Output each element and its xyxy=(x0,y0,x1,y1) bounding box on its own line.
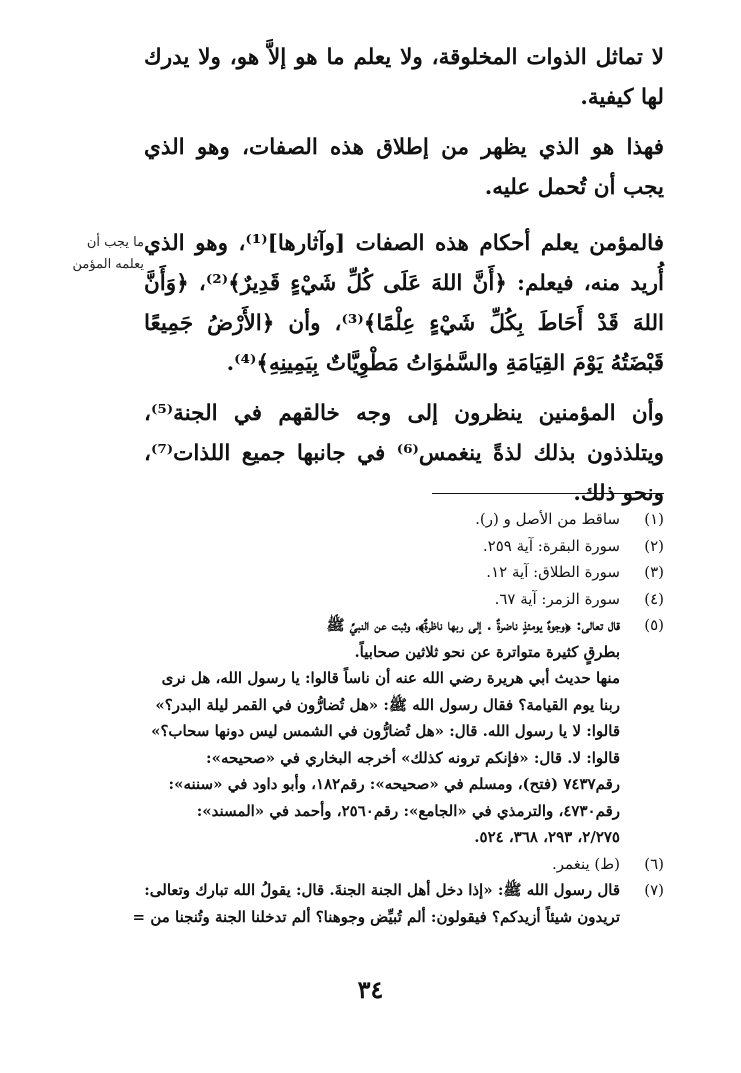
footnote-line: قالوا: لا يا رسول الله. قال: «هل تُضارُّون في الشمس ليس دونها سحاب؟» xyxy=(151,722,620,740)
paragraph-2: فهذا هو الذي يظهر من إطلاق هذه الصفات، وهو الذي يجب أن تُحمل عليه. xyxy=(144,135,664,200)
footnote-line: رقم٧٤٣٧ (فتح)، ومسلم في «صحيحه»: رقم١٨٢، وأبو داود في «سننه»: xyxy=(168,775,620,793)
footnote-line: ٢/٢٧٥، ٢٩٣، ٣٦٨، ٥٢٤. xyxy=(474,828,620,846)
footnote-text: سورة البقرة: آية ٢٥٩. xyxy=(482,536,620,555)
footnote-number: (٢) xyxy=(644,536,664,555)
margin-note-line-2: يعلمه المؤمن xyxy=(72,257,144,272)
footnote-number: (١) xyxy=(644,510,664,528)
footnote-7 xyxy=(124,877,664,930)
footnote-text: سورة الطلاق: آية ١٢. xyxy=(486,563,620,581)
footnote-text: ساقط من الأصل و (ر). xyxy=(475,510,620,528)
main-text xyxy=(144,38,664,530)
footnote-number: (٦) xyxy=(644,854,664,873)
footnote-number: (٥) xyxy=(644,616,664,634)
footnote-number: (٧) xyxy=(644,881,664,899)
footnotes xyxy=(124,506,664,930)
footnote-line: قالوا: لا. قال: «فإنكم ترونه كذلك» أخرجه البخاري في «صحيحه»: xyxy=(206,748,620,767)
footnote-4 xyxy=(124,586,664,613)
footnote-line: رقم٤٧٣٠، والترمذي في «الجامع»: رقم٢٥٦٠، وأحمد في «المسند»: xyxy=(196,801,620,820)
footnote-text: سورة الزمر: آية ٦٧. xyxy=(494,589,620,608)
footnote-line: بطرقٍ كثيرة متواترة عن نحو ثلاثين صحابياً. xyxy=(354,642,620,661)
footnote-number: (٤) xyxy=(644,589,664,608)
footnote-divider xyxy=(432,493,664,494)
footnote-2 xyxy=(124,533,664,560)
footnote-line: تريدون شيئاً أزيدكم؟ فيقولون: ألم تُبيِّض وجوهنا؟ ألم تدخلنا الجنة وتُنجنا من = xyxy=(132,907,620,926)
footnote-line: ربنا يوم القيامة؟ فقال رسول الله ﷺ: «هل تُضارُّون في القمر ليلة البدر؟» xyxy=(155,695,620,714)
paragraph-4: وأن المؤمنين ينظرون إلى وجه خالقهم في الجنة⁽⁵⁾، ويتلذذون بذلك لذةً ينغمس⁽⁶⁾ في جانبها جميع اللذات⁽⁷⁾، ونحو ذلك. xyxy=(144,401,664,506)
paragraph-1: لا تماثل الذوات المخلوقة، ولا يعلم ما هو إلاَّ هو، ولا يدرك لها كيفية. xyxy=(144,45,664,110)
footnote-3 xyxy=(124,559,664,586)
footnote-line: قال رسول الله ﷺ: «إذا دخل أهل الجنة الجنةَ. قال: يقولُ الله تبارك وتعالى: xyxy=(144,881,620,899)
margin-note xyxy=(24,232,144,276)
footnote-1 xyxy=(124,506,664,533)
paragraph-3: فالمؤمن يعلم أحكام هذه الصفات [وآثارها]⁽¹⁾، وهو الذي أُريد منه، فيعلم: ﴿أَنَّ اللهَ عَلَى كُلِّ شَيْءٍ قَدِيرٌ﴾⁽²⁾، ﴿وَأَنَّ اللهَ قَدْ أَحَاطَ بِكُلِّ شَيْءٍ عِلْمًا﴾⁽³⁾، وأن ﴿الأَرْضُ جَمِيعًا قَبْضَتُهُ يَوْمَ القِيَامَةِ والسَّمٰوَاتُ مَطْوِيَّاتٌ بِيَمِينِهِ﴾⁽⁴⁾. xyxy=(144,231,665,376)
page-number: ٣٤ xyxy=(357,975,384,1004)
footnote-line: منها حديث أبي هريرة رضي الله عنه أن ناساً قالوا: يا رسول الله، هل نرى xyxy=(161,669,620,687)
footnote-5 xyxy=(124,612,664,851)
footnote-text: (ط) ينغمر. xyxy=(552,854,620,873)
footnote-line: قال تعالى: ﴿وجوهٌ يومئذٍ ناضرةٌ . إلى ربها ناظرةٌ﴾، وثبت عن النبيِّ ﷺ xyxy=(326,616,620,634)
footnote-6 xyxy=(124,851,664,878)
footnote-number: (٣) xyxy=(644,563,664,581)
margin-note-line-1: ما يجب أن xyxy=(86,235,144,250)
